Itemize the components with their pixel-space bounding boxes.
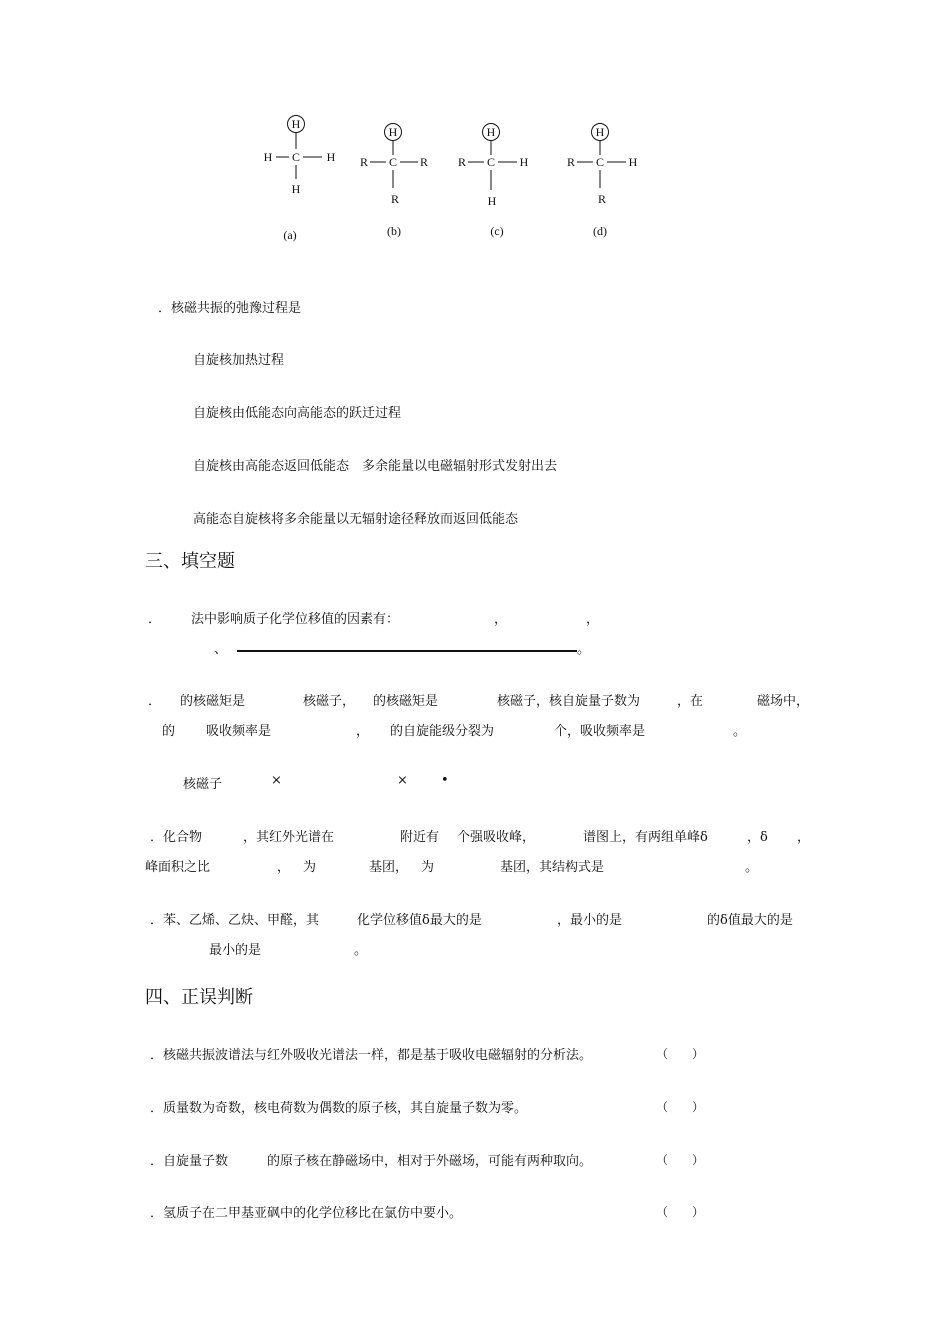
fill-q1-comma: ， (494, 612, 508, 627)
atom-c: C (595, 155, 605, 169)
fill-q3-text: ， (797, 830, 811, 845)
judge-item-text: ．核磁共振波谱法与红外吸收光谱法一样，都是基于吸收电磁辐射的分析法。 (150, 1048, 593, 1063)
option-text: 自旋核加热过程 (193, 353, 285, 368)
fill-q3-text: 为 (421, 860, 435, 875)
atom-h: H (487, 194, 497, 208)
fill-q3-text: 谱图上，有两组单峰δ (583, 830, 708, 845)
fill-q4-text: 。 (354, 943, 368, 958)
judge-item-text: 的原子核在静磁场中，相对于外磁场，可能有两种取向。 (267, 1154, 593, 1169)
atom-c: C (291, 150, 301, 164)
atom-r: R (597, 192, 607, 206)
label-c: (c) (490, 224, 504, 238)
section-title: 三、填空题 (145, 551, 235, 572)
fill-q1-text: 法中影响质子化学位移值的因素有： (191, 612, 400, 627)
atom-h: H (486, 125, 496, 139)
fill-q4-text: 化学位移值δ最大的是 (357, 913, 482, 928)
fill-q4-text: 的δ值最大的是 (707, 913, 793, 928)
section-title: 四、正误判断 (145, 987, 253, 1008)
fill-q3-text: ，δ (747, 830, 768, 845)
judge-item-text: ．自旋量子数 (150, 1154, 229, 1169)
fill-q2-text: 的核磁矩是 (373, 694, 439, 709)
atom-h: H (628, 155, 638, 169)
fill-q3-text: 为 (303, 860, 317, 875)
fill-q2-text: 核磁子，核自旋量子数为 (497, 694, 641, 709)
label-d: (d) (593, 224, 607, 238)
fill-q1-sep: 、 (214, 642, 228, 657)
times-symbol: × (271, 773, 282, 788)
fill-q2-text: 的 (162, 724, 176, 739)
fill-q3-text: ，其红外光谱在 (243, 830, 335, 845)
answer-blank (237, 650, 577, 652)
fill-q2-text: ， (356, 724, 370, 739)
judge-item-mark: （ ） (656, 1047, 705, 1061)
fill-q2-text: 的自旋能级分裂为 (390, 724, 495, 739)
fill-q2-text: ，在 (677, 694, 704, 709)
fill-q2-text: 吸收频率是 (206, 724, 272, 739)
atom-c: C (388, 155, 398, 169)
judge-item-mark: （ ） (656, 1153, 705, 1167)
atom-h: H (263, 150, 273, 164)
atom-h: H (388, 125, 398, 139)
fill-q1-comma: ， (586, 612, 600, 627)
option-text: 高能态自旋核将多余能量以无辐射途径释放而返回低能态 (193, 512, 519, 527)
atom-h: H (595, 125, 605, 139)
fill-q2-text: 磁场中， (757, 694, 810, 709)
fill-q1-num: ． (148, 612, 162, 627)
fill-q2-text: 。 (733, 724, 747, 739)
fill-q1-end: 。 (577, 642, 591, 657)
times-symbol: × (397, 773, 408, 788)
dot-symbol: • (441, 773, 449, 788)
fill-q3-text: 附近有 (400, 830, 440, 845)
fill-q3-text: 个强吸收峰， (457, 830, 536, 845)
fill-q3-text: ， (277, 860, 291, 875)
fill-q3-text: 基团，其结构式是 (500, 860, 605, 875)
atom-r: R (457, 155, 467, 169)
atom-r: R (359, 155, 369, 169)
atom-r: R (566, 155, 576, 169)
fill-q3-text: 基团， (369, 860, 409, 875)
fill-q4-text: ，最小的是 (557, 913, 623, 928)
atom-h: H (291, 117, 301, 131)
fill-q3-text: 峰面积之比 (145, 860, 211, 875)
judge-item-mark: （ ） (656, 1100, 705, 1114)
atom-h: H (519, 155, 529, 169)
label-b: (b) (387, 224, 401, 238)
label-a: (a) (283, 228, 297, 242)
option-text: 自旋核由高能态返回低能态 多余能量以电磁辐射形式发射出去 (193, 459, 558, 474)
extra-label: 核磁子 (183, 777, 223, 792)
fill-q2-text: 核磁子， (303, 694, 356, 709)
judge-item-text: ．氢质子在二甲基亚砜中的化学位移比在氯仿中要小。 (150, 1206, 463, 1221)
fill-q2-text: 个，吸收频率是 (554, 724, 646, 739)
judge-item-text: ．质量数为奇数，核电荷数为偶数的原子核，其自旋量子数为零。 (150, 1101, 528, 1116)
judge-item-mark: （ ） (656, 1205, 705, 1219)
atom-h: H (326, 150, 336, 164)
question-stem: ．核磁共振的弛豫过程是 (158, 301, 302, 316)
fill-q2-text: 的核磁矩是 (180, 694, 246, 709)
atom-c: C (486, 155, 496, 169)
atom-h: H (291, 182, 301, 196)
fill-q2-num: ． (148, 694, 162, 709)
fill-q3-text: ．化合物 (150, 830, 203, 845)
fill-q4-text: ．苯、乙烯、乙炔、甲醛，其 (150, 913, 320, 928)
atom-r: R (419, 155, 429, 169)
fill-q4-text: 最小的是 (209, 943, 262, 958)
structure-diagrams (0, 0, 950, 260)
option-text: 自旋核由低能态向高能态的跃迁过程 (193, 406, 402, 421)
atom-r: R (390, 192, 400, 206)
fill-q3-text: 。 (745, 860, 759, 875)
